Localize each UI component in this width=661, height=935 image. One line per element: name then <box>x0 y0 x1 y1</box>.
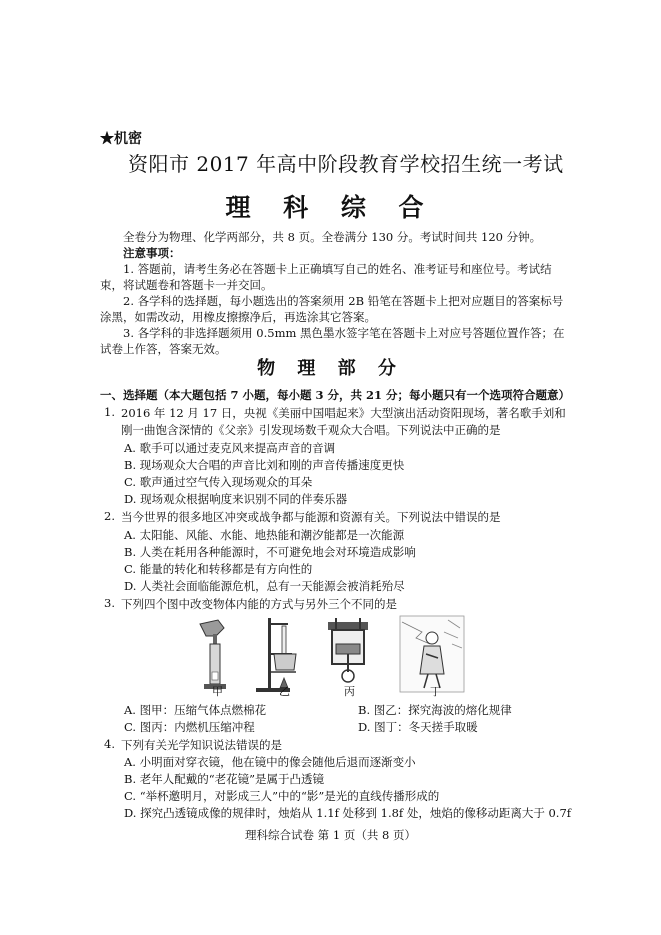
option: C. 图丙：内燃机压缩冲程 <box>124 720 255 734</box>
intro-summary: 全卷分为物理、化学两部分，共 8 页。全卷满分 130 分。考试时间共 120 分钟。 <box>123 230 542 244</box>
figure-label: 丁 <box>430 685 441 698</box>
subject-title: 理 科 综 合 <box>225 193 436 222</box>
fig-bing-engine-cylinder <box>328 618 368 682</box>
option: A. 歌手可以通过麦克风来提高声音的音调 <box>124 441 336 455</box>
fig-ding-rubbing-hands <box>400 616 464 692</box>
page-footer: 理科综合试卷 第 1 页（共 8 页） <box>245 828 416 842</box>
option: C. 能量的转化和转移都是有方向性的 <box>124 562 313 576</box>
question-stem-cont: 刚一曲饱含深情的《父亲》引发现场数千观众大合唱。下列说法中正确的是 <box>121 423 501 437</box>
figure-label: 乙 <box>279 685 290 698</box>
question-stem: 下列四个图中改变物体内能的方式与另外三个不同的是 <box>121 597 397 611</box>
option: D. 探究凸透镜成像的规律时，烛焰从 1.1f 处移到 1.8f 处，烛焰的像移动距离大于 0.7f <box>124 806 572 820</box>
question-stem: 2016 年 12 月 17 日，央视《美丽中国唱起来》大型演出活动资阳现场，著名歌手刘和 <box>121 406 566 420</box>
option: C. “举杯邀明月，对影成三人”中的“影”是光的直线传播形成的 <box>124 789 440 803</box>
part-heading: 一、选择题（本大题包括 7 小题，每小题 3 分，共 21 分；每小题只有一个选项符合题意） <box>100 388 571 402</box>
option: D. 图丁：冬天搓手取暖 <box>358 720 478 734</box>
figure-label: 丙 <box>344 685 355 698</box>
option: B. 现场观众大合唱的声音比刘和刚的声音传播速度更快 <box>124 458 405 472</box>
option: A. 小明面对穿衣镜，他在镜中的像会随他后退而逐渐变小 <box>124 755 416 769</box>
question-number: 4. <box>104 737 115 751</box>
notice-label: 注意事项： <box>123 246 181 260</box>
exam-title: 资阳市 2017 年高中阶段教育学校招生统一考试 <box>128 152 564 176</box>
option: B. 老年人配戴的“老花镜”是属于凸透镜 <box>124 772 325 786</box>
figure-label: 甲 <box>212 685 223 698</box>
option: D. 人类社会面临能源危机，总有一天能源会被消耗殆尽 <box>124 579 405 593</box>
fig-yi-heating-apparatus <box>256 618 296 692</box>
question-number: 1. <box>104 405 115 419</box>
secret-mark: ★机密 <box>100 131 142 147</box>
option: B. 人类在耗用各种能源时，不可避免地会对环境造成影响 <box>124 545 416 559</box>
option: A. 太阳能、风能、水能、地热能和潮汐能都是一次能源 <box>124 528 405 542</box>
notice-item-1: 1. 答题前，请考生务必在答题卡上正确填写自己的姓名、准考证号和座位号。考试结束，将试题卷和答题卡一并交回。 <box>100 262 552 292</box>
question-stem: 当今世界的很多地区冲突或战争都与能源和资源有关。下列说法中错误的是 <box>121 510 501 524</box>
notice-item-2: 2. 各学科的选择题，每小题选出的答案须用 2B 铅笔在答题卡上把对应题目的答案标号涂黑，如需改动，用橡皮擦擦净后，再选涂其它答案。 <box>100 294 564 324</box>
option: C. 歌声通过空气传入现场观众的耳朵 <box>124 475 313 489</box>
fig-jia-piston-tube <box>200 620 226 689</box>
question-number: 2. <box>104 509 115 523</box>
question-stem: 下列有关光学知识说法错误的是 <box>121 738 282 752</box>
section-title: 物 理 部 分 <box>257 358 404 379</box>
option: B. 图乙：探究海波的熔化规律 <box>358 703 512 717</box>
question-number: 3. <box>104 596 115 610</box>
notice-item-3: 3. 各学科的非选择题须用 0.5mm 黑色墨水签字笔在答题卡上对应号答题位置作答；在试卷上作答，答案无效。 <box>100 326 565 356</box>
option: D. 现场观众根据响度来识别不同的伴奏乐器 <box>124 492 348 506</box>
option: A. 图甲：压缩气体点燃棉花 <box>124 703 267 717</box>
